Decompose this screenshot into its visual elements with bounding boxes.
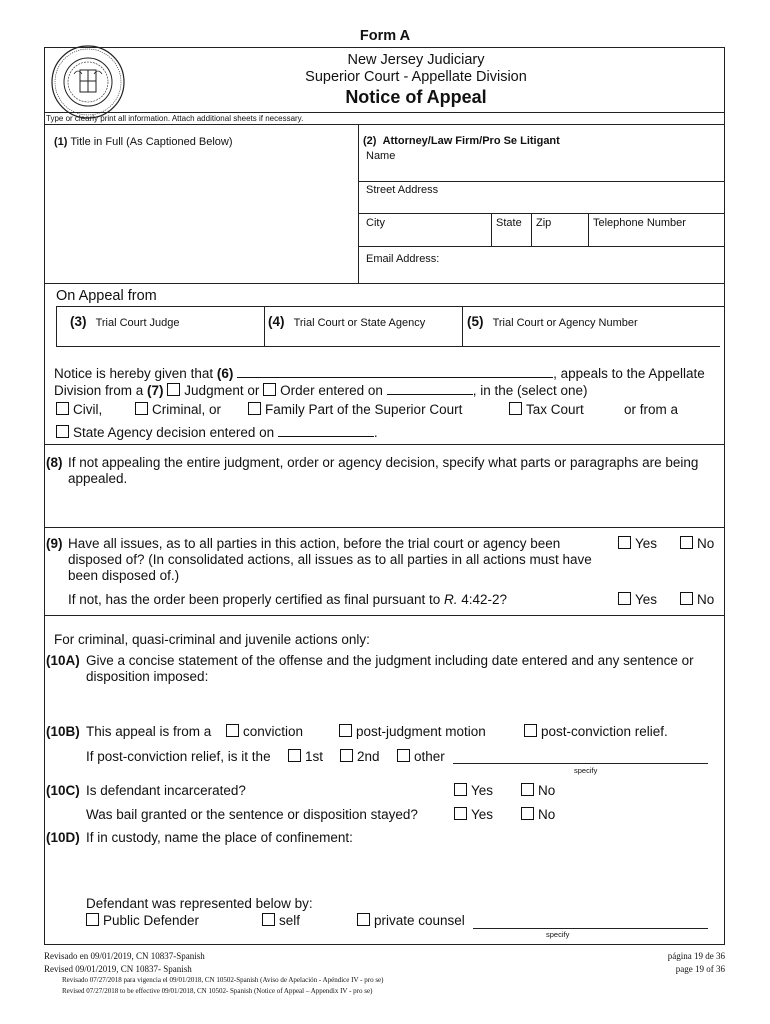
telephone-label: Telephone Number	[593, 217, 686, 229]
family-part-checkbox[interactable]	[248, 402, 261, 415]
footer-revision-en: Revised 09/01/2019, CN 10837- Spanish	[44, 964, 192, 974]
notice-period: .	[373, 425, 378, 440]
city-field[interactable]	[366, 217, 488, 245]
footer-revision-es: Revisado en 09/01/2019, CN 10837-Spanish	[44, 951, 205, 961]
represented-by-text: Defendant was represented below by:	[86, 896, 313, 911]
state-label: State	[496, 217, 522, 229]
state-agency-checkbox[interactable]	[56, 425, 69, 438]
private-counsel-label: private counsel	[374, 913, 465, 928]
state-agency-label: State Agency decision entered on	[73, 425, 275, 440]
pcr-other-label: other	[414, 749, 445, 764]
page-title: Notice of Appeal	[345, 87, 487, 107]
section-10a-num: (10A)	[46, 653, 80, 668]
agency-number-field[interactable]	[467, 314, 717, 342]
notice-text-d: , in the (select one)	[472, 383, 588, 398]
state-field[interactable]	[496, 217, 530, 245]
bail-no-checkbox[interactable]	[521, 807, 534, 820]
incarcerated-yes-checkbox[interactable]	[454, 783, 467, 796]
judgment-label: Judgment or	[184, 383, 260, 398]
criminal-checkbox[interactable]	[135, 402, 148, 415]
zip-label: Zip	[536, 217, 552, 229]
section-9-text-1: Have all issues, as to all parties in this action, before the trial court or agency been	[68, 536, 561, 551]
street-address-field[interactable]	[366, 184, 720, 212]
form-label: Form A	[359, 28, 411, 44]
rule-number: 4:42-2?	[457, 592, 508, 607]
on-appeal-heading: On Appeal from	[56, 288, 157, 304]
section-1-label: Title in Full (As Captioned Below)	[70, 136, 233, 148]
footer-page-en: page 19 of 36	[675, 964, 725, 974]
criminal-label: Criminal, or	[152, 402, 222, 417]
order-label: Order entered on	[280, 383, 383, 398]
appellant-name-field[interactable]	[237, 364, 553, 378]
notice-text-c: Division from a	[54, 383, 148, 398]
specify-caption-2: specify	[546, 930, 570, 939]
conviction-label: conviction	[243, 724, 304, 739]
footer-revision-small-1: Revisado 07/27/2018 para vigencia el 09/01/2018, CN 10502-Spanish (Aviso de Apelación - Apéndice IV - pro se)	[62, 976, 384, 984]
conviction-checkbox[interactable]	[226, 724, 239, 737]
trial-court-judge-field[interactable]	[70, 314, 258, 342]
field-4-label: Trial Court or State Agency	[293, 317, 426, 329]
public-defender-label: Public Defender	[103, 913, 200, 928]
notice-text-b: , appeals to the Appellate	[553, 366, 705, 381]
bail-question: Was bail granted or the sentence or disposition stayed?	[86, 807, 418, 822]
field-5-num: (5)	[467, 314, 484, 329]
certified-text: If not, has the order been properly certified as final pursuant to	[68, 592, 444, 607]
judgment-checkbox[interactable]	[167, 383, 180, 396]
tax-court-checkbox[interactable]	[509, 402, 522, 415]
footer-revision-small-2: Revised 07/27/2018 to be effective 09/01/2018, CN 10502- Spanish (Notice of Appeal – Appendix IV - pro se)	[62, 987, 373, 995]
confinement-question: If in custody, name the place of confinement:	[86, 830, 353, 845]
title-in-full-field[interactable]	[54, 152, 350, 280]
certified-no-checkbox[interactable]	[680, 592, 693, 605]
notice-line-1	[54, 364, 705, 381]
order-date-field[interactable]	[387, 381, 473, 395]
name-label: Name	[366, 150, 396, 162]
pcr-first-label: 1st	[305, 749, 324, 764]
tax-court-label: Tax Court	[526, 402, 584, 417]
bail-no-label: No	[538, 807, 556, 822]
family-part-label: Family Part of the Superior Court	[265, 402, 463, 417]
email-field[interactable]	[366, 253, 720, 281]
notice-text-a: Notice is hereby given that	[54, 366, 217, 381]
notice-line-2	[54, 381, 588, 398]
self-label: self	[279, 913, 301, 928]
section-10b-num: (10B)	[46, 724, 80, 739]
incarcerated-yes-label: Yes	[471, 783, 494, 798]
agency-decision-date-field[interactable]	[278, 423, 374, 437]
civil-checkbox[interactable]	[56, 402, 69, 415]
telephone-field[interactable]	[593, 217, 721, 245]
self-checkbox[interactable]	[262, 913, 275, 926]
pcr-other-field[interactable]	[453, 763, 708, 764]
certified-no-label: No	[697, 592, 715, 607]
footer-page-es: página 19 de 36	[667, 951, 725, 961]
bail-yes-label: Yes	[471, 807, 494, 822]
notice-num-6: (6)	[216, 366, 234, 381]
private-counsel-checkbox[interactable]	[357, 913, 370, 926]
section-8-num: (8)	[46, 455, 63, 470]
certified-yes-label: Yes	[635, 592, 658, 607]
confinement-field[interactable]	[86, 850, 716, 890]
post-conviction-label: post-conviction relief.	[541, 724, 668, 739]
specify-caption: specify	[574, 766, 598, 775]
private-counsel-field[interactable]	[473, 928, 708, 929]
judiciary-name: New Jersey Judiciary	[347, 52, 485, 68]
email-label: Email Address:	[366, 253, 440, 265]
issues-disposed-no-checkbox[interactable]	[680, 536, 693, 549]
certified-yes-checkbox[interactable]	[618, 592, 631, 605]
pcr-second-checkbox[interactable]	[340, 749, 353, 762]
section-10a-text-1: Give a concise statement of the offense and the judgment including date entered and any sentence or	[86, 653, 694, 668]
section-10c-num: (10C)	[46, 783, 80, 798]
trial-court-agency-field[interactable]	[268, 314, 458, 342]
zip-field[interactable]	[536, 217, 586, 245]
section-10a-text-2: disposition imposed:	[86, 669, 209, 684]
section-9-text-2: disposed of? (In consolidated actions, all issues as to all parties in all actions must have	[68, 552, 592, 567]
bail-yes-checkbox[interactable]	[454, 807, 467, 820]
pcr-question: If post-conviction relief, is it the	[86, 749, 271, 764]
public-defender-checkbox[interactable]	[86, 913, 99, 926]
offense-statement-field[interactable]	[86, 688, 716, 718]
appealed-parts-field[interactable]	[68, 490, 718, 524]
section-9-text-3: been disposed of.)	[68, 568, 180, 583]
issues-yes-label: Yes	[635, 536, 658, 551]
post-judgment-label: post-judgment motion	[356, 724, 486, 739]
section-1-num: (1)	[54, 136, 68, 148]
issues-disposed-yes-checkbox[interactable]	[618, 536, 631, 549]
court-name: Superior Court - Appellate Division	[305, 69, 527, 85]
or-from-a: or from a	[624, 402, 679, 417]
incarcerated-no-checkbox[interactable]	[521, 783, 534, 796]
pcr-second-label: 2nd	[357, 749, 380, 764]
incarcerated-question: Is defendant incarcerated?	[86, 783, 246, 798]
instructions: Type or clearly print all information. Attach additional sheets if necessary.	[46, 114, 304, 123]
field-4-num: (4)	[268, 314, 285, 329]
section-10-intro: For criminal, quasi-criminal and juvenile actions only:	[54, 632, 370, 647]
section-2-num: (2)	[363, 135, 377, 147]
section-10b-text: This appeal is from a	[86, 724, 212, 739]
post-conviction-checkbox[interactable]	[524, 724, 537, 737]
issues-no-label: No	[697, 536, 715, 551]
section-9-text-4	[68, 592, 507, 607]
civil-label: Civil,	[73, 402, 103, 417]
section-10d-num: (10D)	[46, 830, 80, 845]
pcr-other-checkbox[interactable]	[397, 749, 410, 762]
section-9-num: (9)	[46, 536, 63, 551]
notice-num-7: (7)	[147, 383, 164, 398]
section-8-text-1: If not appealing the entire judgment, order or agency decision, specify what parts or paragraphs are being	[68, 455, 699, 470]
order-checkbox[interactable]	[263, 383, 276, 396]
field-3-num: (3)	[70, 314, 87, 329]
post-judgment-checkbox[interactable]	[339, 724, 352, 737]
city-label: City	[366, 217, 385, 229]
section-2-label: Attorney/Law Firm/Pro Se Litigant	[382, 135, 560, 147]
field-5-label: Trial Court or Agency Number	[492, 317, 638, 329]
street-address-label: Street Address	[366, 184, 439, 196]
rule-r: R.	[443, 592, 458, 607]
pcr-first-checkbox[interactable]	[288, 749, 301, 762]
name-field[interactable]	[366, 150, 720, 178]
section-8-text-2: appealed.	[68, 471, 128, 486]
incarcerated-no-label: No	[538, 783, 556, 798]
field-3-label: Trial Court Judge	[95, 317, 180, 329]
